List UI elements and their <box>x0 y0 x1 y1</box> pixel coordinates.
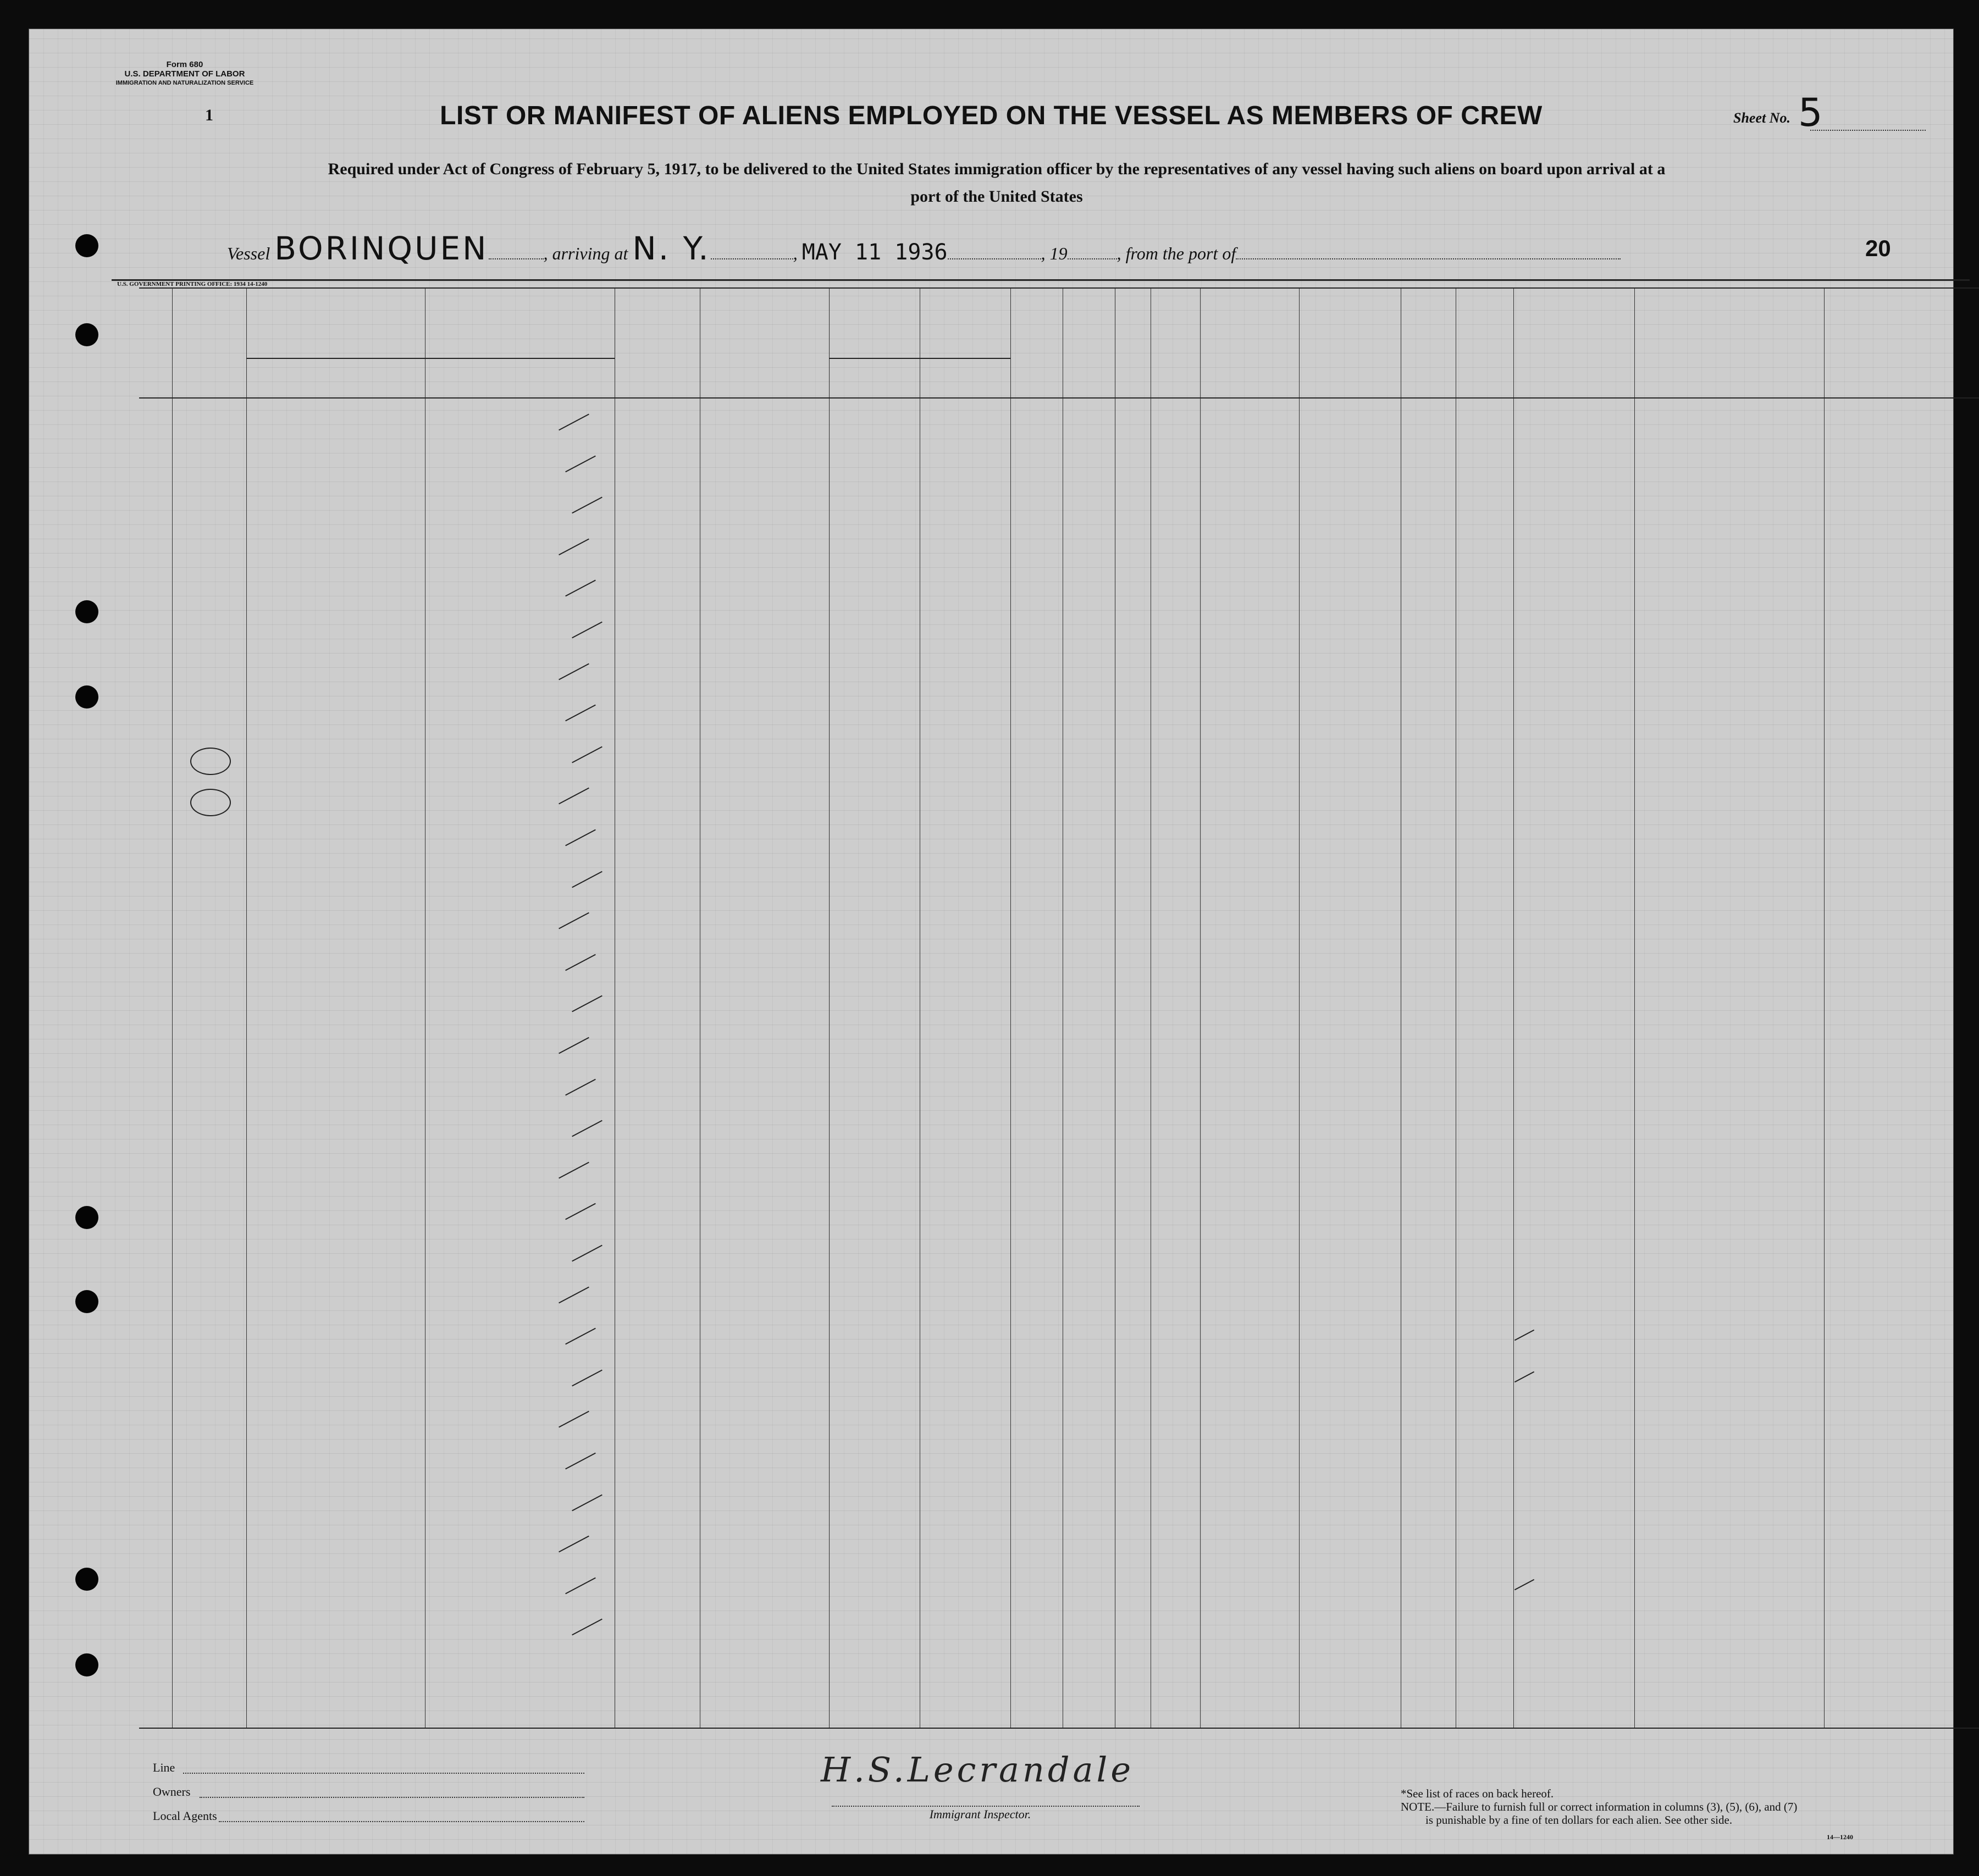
check-mark <box>572 622 602 639</box>
crew-table <box>139 287 1979 1728</box>
circled-mark <box>190 789 231 816</box>
arrival-date-stamp: MAY 11 1936 <box>801 240 948 265</box>
punch-hole <box>75 1206 98 1229</box>
check-mark <box>572 1619 602 1636</box>
check-mark <box>559 663 589 680</box>
department-name: U.S. DEPARTMENT OF LABOR <box>124 69 245 79</box>
check-mark <box>572 746 602 763</box>
from-port-label: from the port of <box>1125 244 1236 263</box>
inspector-label: Immigrant Inspector. <box>929 1807 1031 1821</box>
check-mark <box>565 829 596 846</box>
check-mark <box>559 1411 589 1428</box>
page-subtitle <box>156 156 1838 211</box>
check-mark <box>559 1037 589 1054</box>
service-name: IMMIGRATION AND NATURALIZATION SERVICE <box>115 80 254 86</box>
sheet-number-label: Sheet No. <box>1733 110 1790 126</box>
check-mark <box>565 455 596 472</box>
sheet-number-value: 5 <box>1798 90 1823 135</box>
check-mark <box>572 871 602 888</box>
manifest-sheet <box>29 29 1954 1855</box>
subtitle-line-2: port of the United States <box>910 187 1083 206</box>
punch-hole <box>75 1568 98 1591</box>
circled-mark <box>190 748 231 775</box>
page-title: LIST OR MANIFEST OF ALIENS EMPLOYED ON THE VESSEL AS MEMBERS OF CREW <box>440 101 1543 130</box>
inspector-signature: H.S.Lecrandale <box>821 1750 1135 1790</box>
check-mark <box>572 995 602 1012</box>
punch-hole <box>75 234 98 257</box>
vessel-name: BORINQUEN <box>274 230 489 267</box>
local-agents-label: Local Agents <box>153 1809 217 1823</box>
arriving-port: N. Y. <box>632 230 711 267</box>
check-mark <box>559 1536 589 1553</box>
form-number: Form 680 <box>166 60 203 69</box>
check-mark <box>1514 1371 1534 1383</box>
check-mark <box>565 580 596 597</box>
year-prefix: 19 <box>1049 244 1068 263</box>
owners-label: Owners <box>153 1785 191 1798</box>
punch-hole <box>75 600 98 623</box>
check-mark <box>565 1577 596 1594</box>
check-mark <box>572 1245 602 1262</box>
check-mark <box>559 1286 589 1303</box>
check-mark <box>565 1078 596 1095</box>
check-mark <box>565 1453 596 1470</box>
sheet-number <box>1733 87 1823 135</box>
subtitle-line-1: Required under Act of Congress of February 5, 1917, to be delivered to the United States immigration officer by the representatives of any vessel having such aliens on board upon arrival at a <box>328 160 1666 178</box>
check-mark <box>565 1328 596 1345</box>
penalty-note-2: is punishable by a fine of ten dollars for each alien. See other side. <box>1425 1813 1733 1827</box>
printing-office-line: U.S. GOVERNMENT PRINTING OFFICE: 1934 14-1240 <box>117 281 268 287</box>
corner-number: 20 <box>1865 235 1891 261</box>
check-mark <box>572 1494 602 1511</box>
check-mark <box>559 414 589 431</box>
check-mark <box>565 1203 596 1220</box>
check-mark <box>565 954 596 971</box>
check-mark <box>559 1161 589 1178</box>
form-identifier <box>94 60 275 88</box>
punch-hole <box>75 323 98 346</box>
punch-hole <box>75 685 98 709</box>
check-mark <box>1514 1330 1534 1341</box>
penalty-note: NOTE.—Failure to furnish full or correct information in columns (3), (5), (6), and (7) <box>1401 1800 1798 1813</box>
vessel-label: Vessel <box>227 244 270 263</box>
check-mark <box>572 1369 602 1386</box>
vessel-line: Vessel BORINQUEN , arriving at N. Y. , MAY 11 1936 , 19 , from the port of <box>227 230 1621 267</box>
print-code: 14—1240 <box>1827 1833 1853 1841</box>
check-mark <box>572 1120 602 1137</box>
line-label: Line <box>153 1761 175 1774</box>
margin-mark: 1 <box>205 106 213 124</box>
check-mark <box>1514 1579 1534 1591</box>
check-mark <box>559 912 589 929</box>
check-mark <box>565 705 596 722</box>
check-mark <box>572 497 602 514</box>
punch-hole <box>75 1290 98 1313</box>
check-mark <box>559 788 589 805</box>
punch-hole <box>75 1653 98 1676</box>
races-note: *See list of races on back hereof. <box>1401 1787 1554 1800</box>
check-mark <box>559 538 589 555</box>
arriving-label: arriving at <box>552 244 628 263</box>
